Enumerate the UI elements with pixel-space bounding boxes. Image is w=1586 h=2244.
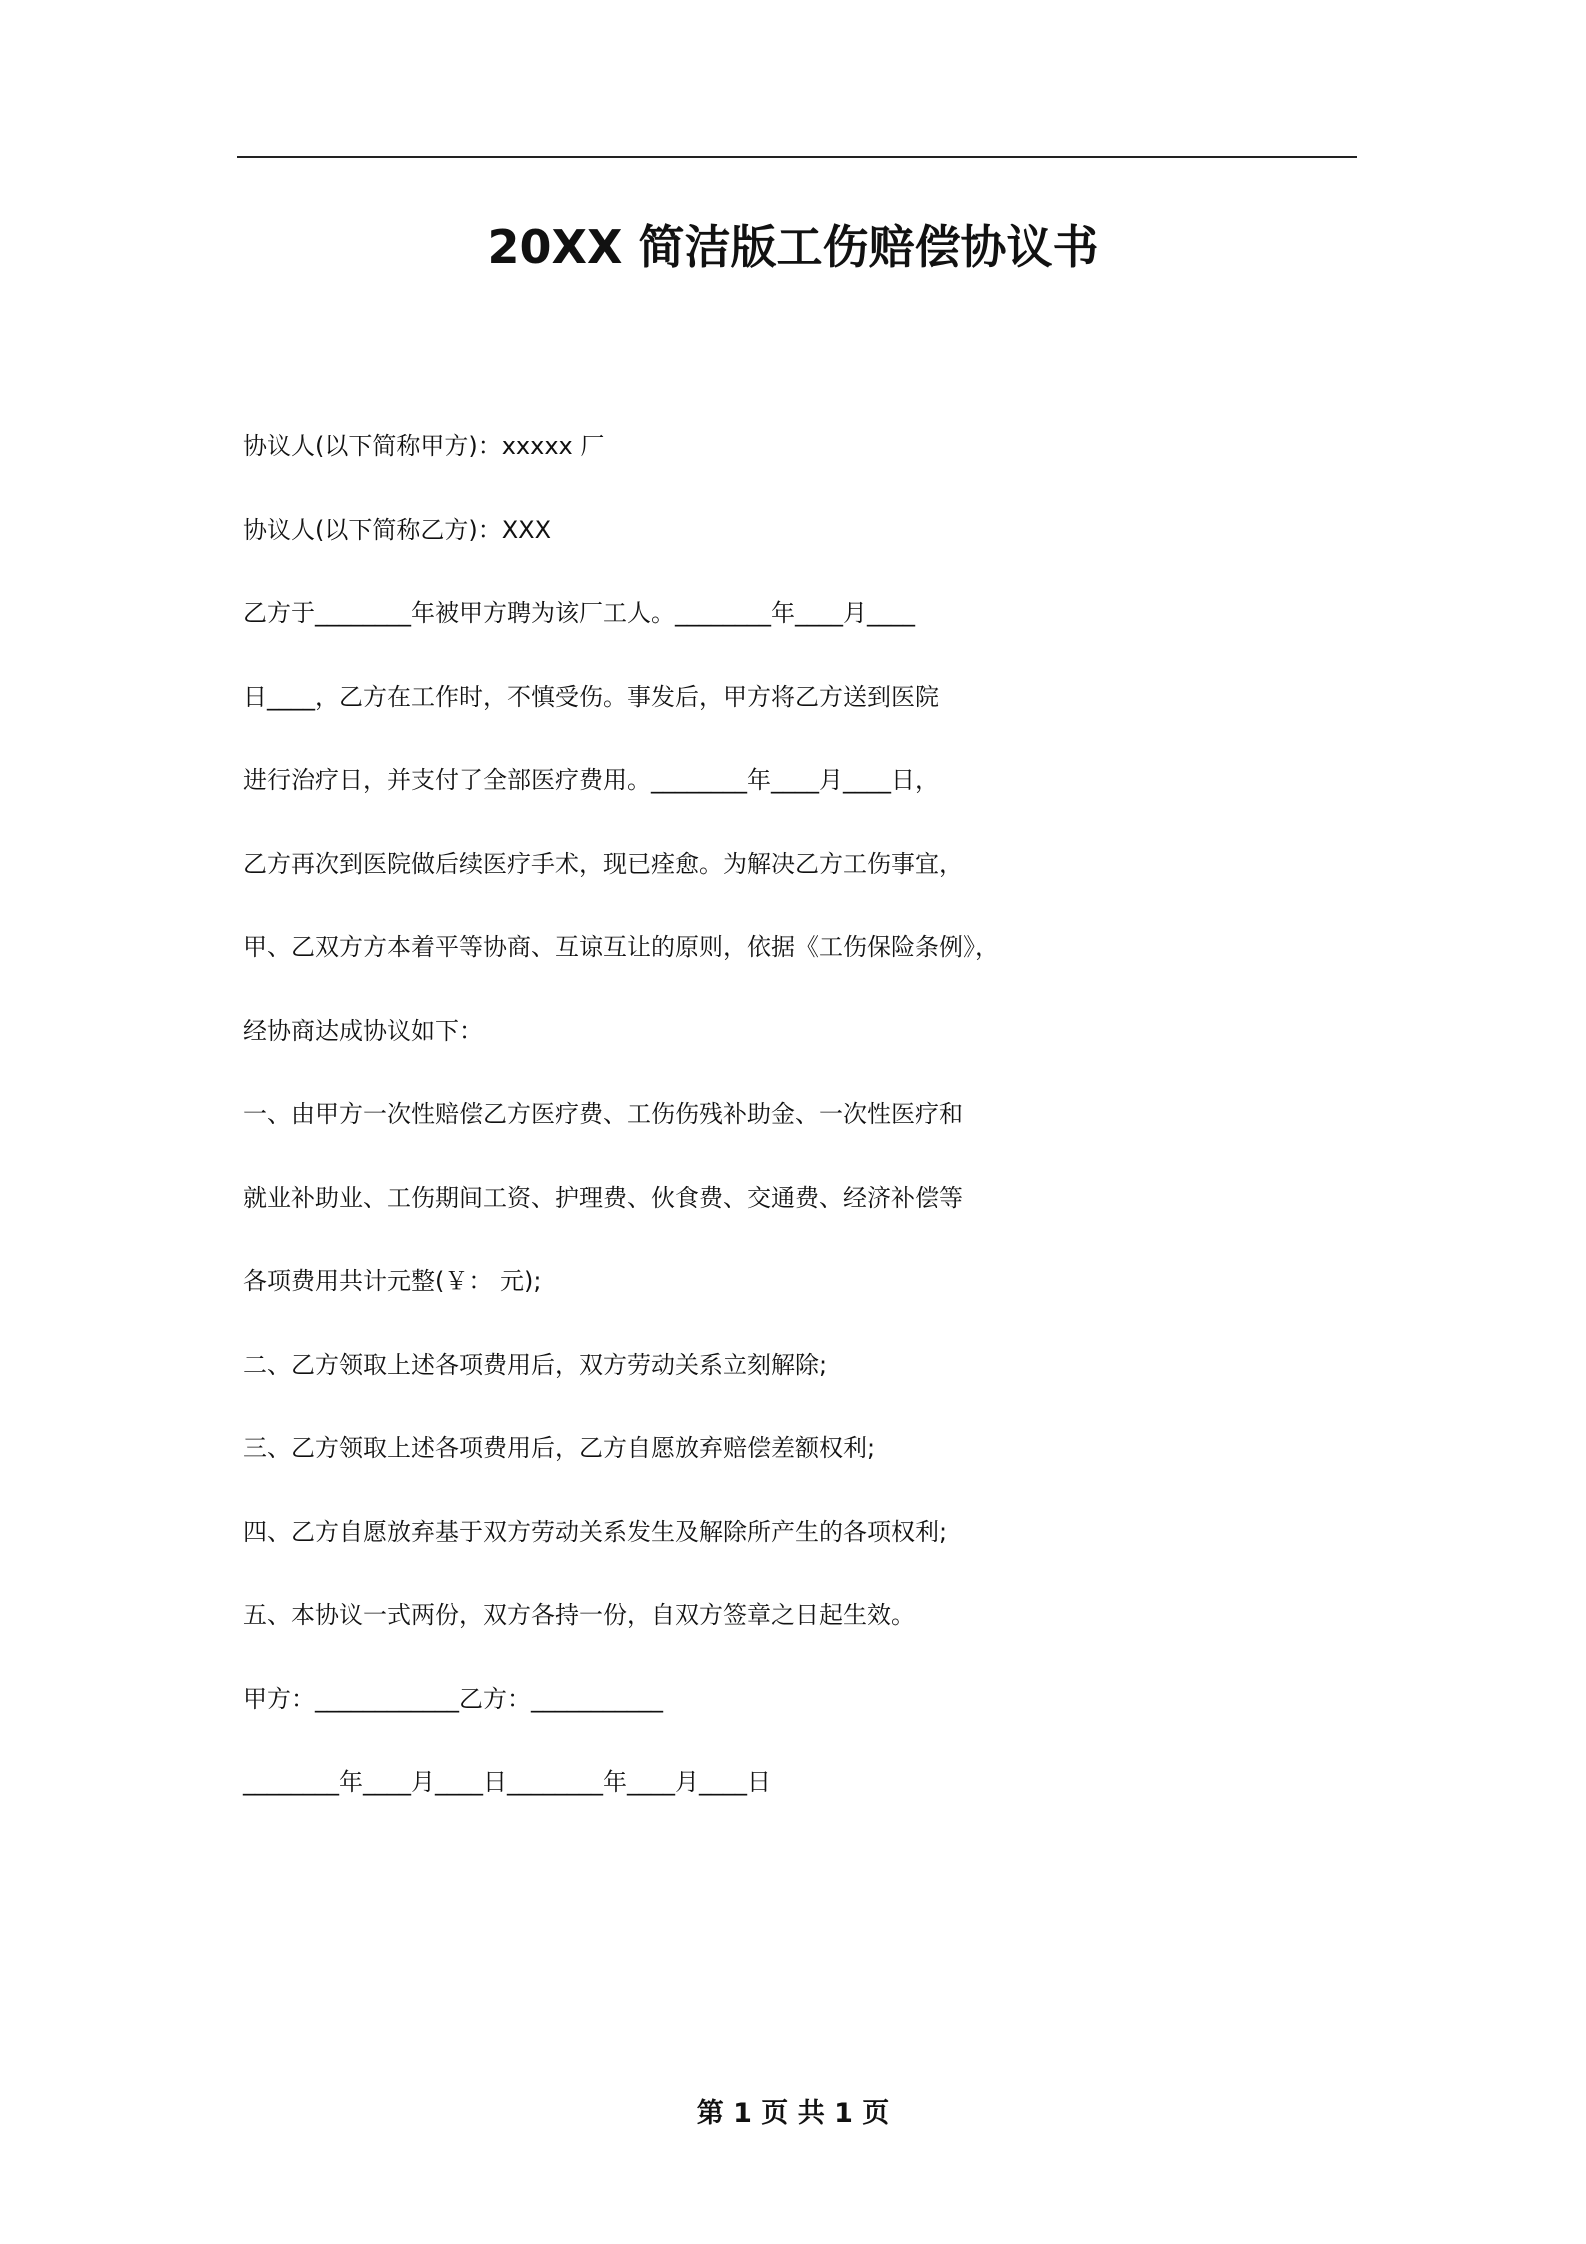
page-number-footer: 第 1 页 共 1 页	[696, 2098, 890, 2129]
signature-line: 甲方：____________乙方：___________	[243, 1684, 663, 1713]
clause-1-line: 就业补助业、工伤期间工资、护理费、伙食费、交通费、经济补偿等	[243, 1183, 963, 1212]
clause-1-line: 一、由甲方一次性赔偿乙方医疗费、工伤伤残补助金、一次性医疗和	[243, 1100, 963, 1128]
clause-4-line: 四、乙方自愿放弃基于双方劳动关系发生及解除所产生的各项权利;	[243, 1517, 948, 1546]
body-line: 甲、乙双方方本着平等协商、互谅互让的原则，依据《工伤保险条例》，	[243, 933, 999, 961]
header-rule	[237, 156, 1357, 158]
clause-5-line: 五、本协议一式两份，双方各持一份，自双方签章之日起生效。	[243, 1601, 915, 1629]
body-line: 日____，乙方在工作时，不慎受伤。事发后，甲方将乙方送到医院	[243, 682, 939, 711]
party-a-line: 协议人(以下简称甲方)：xxxxx 厂	[243, 432, 605, 460]
clause-1-line: 各项费用共计元整(￥： 元);	[243, 1267, 542, 1295]
document-title: 20XX 简洁版工伤赔偿协议书	[487, 220, 1099, 274]
clause-3-line: 三、乙方领取上述各项费用后，乙方自愿放弃赔偿差额权利;	[243, 1434, 876, 1462]
party-b-line: 协议人(以下简称乙方)：XXX	[243, 515, 552, 544]
body-line: 进行治疗日，并支付了全部医疗费用。________年____月____日，	[243, 766, 939, 794]
body-line: 经协商达成协议如下：	[243, 1016, 483, 1045]
clause-2-line: 二、乙方领取上述各项费用后，双方劳动关系立刻解除;	[243, 1350, 828, 1379]
signature-date-line: ________年____月____日________年____月____日	[243, 1768, 771, 1796]
document-body	[243, 405, 1363, 1825]
body-line: 乙方再次到医院做后续医疗手术，现已痊愈。为解决乙方工伤事宜，	[243, 849, 963, 878]
body-line: 乙方于________年被甲方聘为该厂工人。________年____月____	[243, 599, 915, 627]
